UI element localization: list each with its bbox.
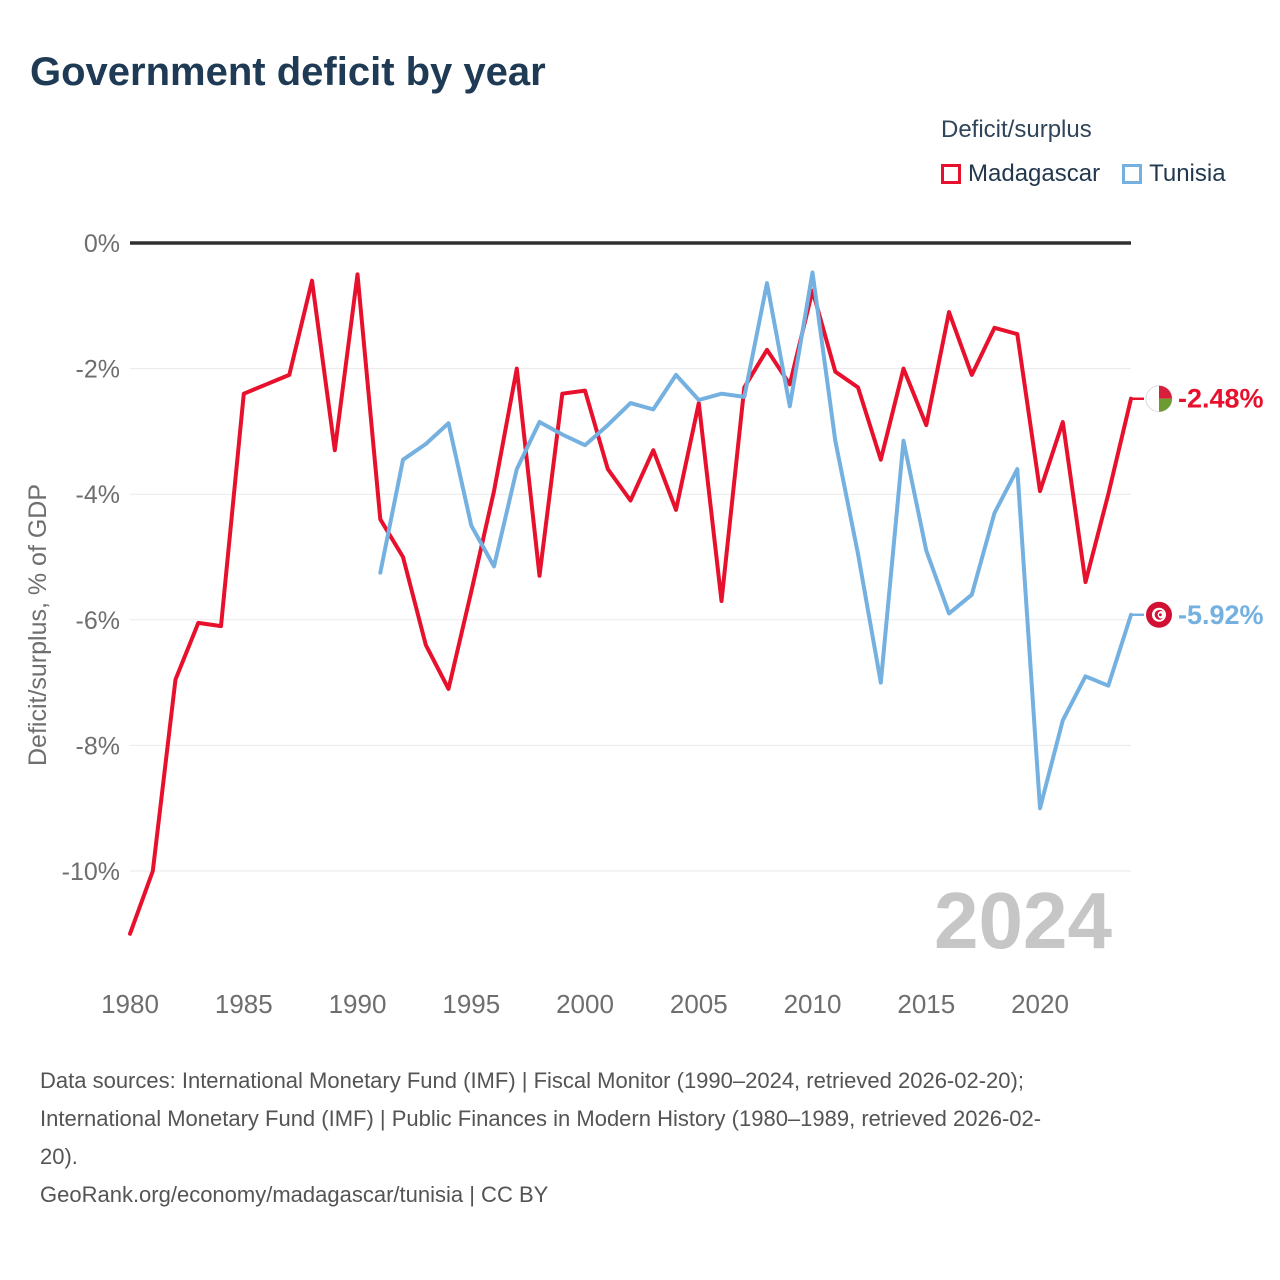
y-tick-label: -6% [75,606,120,635]
y-tick-label: -10% [61,858,120,886]
x-tick-label: 1990 [328,989,387,1019]
watermark-year: 2024 [934,876,1112,965]
footer-line: Data sources: International Monetary Fund (IMF) | Fiscal Monitor (1990–2024, retrieved 2026-02-20); [40,1068,1024,1093]
x-tick-label: 2000 [556,989,614,1019]
x-tick-label: 2020 [1011,989,1069,1019]
x-tick-label: 1995 [442,989,501,1019]
x-tick-label: 1980 [101,989,159,1019]
tunisia-flag-icon [1146,602,1172,628]
y-tick-label: -8% [75,732,120,761]
series-line-madagascar [130,274,1131,933]
y-tick-label: -2% [75,355,120,384]
end-value-label: -2.48% [1178,383,1264,414]
footer-line: 20). [40,1144,78,1169]
y-axis-title: Deficit/surplus, % of GDP [24,483,52,767]
footer-line: International Monetary Fund (IMF) | Public Finances in Modern History (1980–1989, retrieved 2026-02- [40,1106,1042,1131]
footer-line: GeoRank.org/economy/madagascar/tunisia | CC BY [40,1182,549,1207]
x-tick-label: 1985 [214,989,273,1019]
madagascar-flag-icon [1146,386,1172,412]
y-tick-label: 0% [83,230,120,258]
legend-title: Deficit/surplus [941,116,1092,143]
page-title: Government deficit by year [30,50,546,94]
x-tick-label: 2015 [897,989,956,1019]
y-tick-label: -4% [75,481,120,510]
x-tick-label: 2010 [783,989,842,1019]
legend-item-label: Madagascar [968,160,1101,187]
data-sources-note [40,1062,1041,1214]
end-value-label: -5.92% [1178,599,1264,630]
legend-item-label: Tunisia [1149,160,1226,187]
x-tick-label: 2005 [669,989,728,1019]
